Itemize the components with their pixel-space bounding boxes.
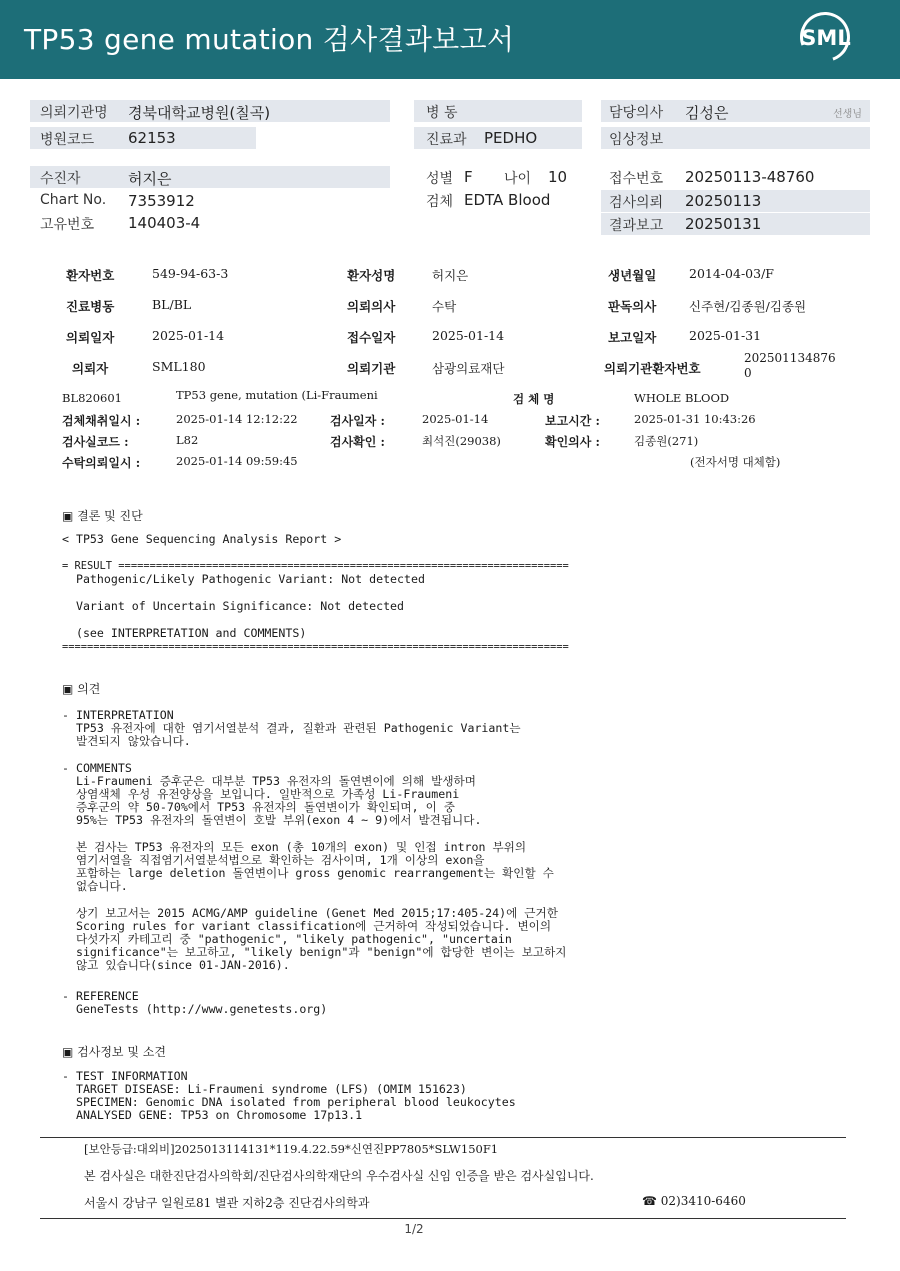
hospital-code-label: 병원코드 [40, 132, 95, 148]
comments-line: Li-Fraumeni 증후군은 대부분 TP53 유전자의 돌연변이에 의해 발생하며 [62, 774, 476, 788]
test-specimen-value: WHOLE BLOOD [634, 391, 730, 405]
opinion-section-title: ▣ 의견 [62, 682, 101, 696]
doctor-value: 김성은 [685, 104, 729, 122]
test-name: TP53 gene, mutation (Li-Fraumeni [176, 388, 378, 402]
test-info-section-title: ▣ 검사정보 및 소견 [62, 1045, 166, 1059]
doctor-label: 담당의사 [609, 105, 664, 121]
dept-field [414, 127, 582, 149]
comments-line: 95%는 TP53 유전자의 돌연변이 호발 부위(exon 4 ~ 9)에서 발견됩니다. [62, 813, 482, 827]
ward-field [414, 100, 582, 122]
patient-label: 수진자 [40, 171, 81, 187]
order-label: 수탁의뢰일시 : [62, 456, 141, 470]
test-info-line: TARGET DISEASE: Li-Fraumeni syndrome (LFS) (OMIM 151623) [62, 1082, 467, 1096]
ward-detail-label: 진료병동 [66, 299, 115, 314]
chart-no-label: Chart No. [40, 192, 107, 208]
comments-heading: - COMMENTS [62, 761, 132, 775]
sml-logo [796, 12, 856, 68]
comments-line: 상염색체 우성 유전양상을 보입니다. 일반적으로 가족성 Li-Fraumeni [62, 787, 460, 801]
requester-value: SML180 [152, 359, 206, 374]
sex-label: 성별 [426, 171, 454, 187]
report-date-value: 20250131 [685, 215, 762, 233]
interpretation-heading: - INTERPRETATION [62, 708, 174, 722]
comments-line: 포함하는 large deletion 돌연변이나 gross genomic rearrangement는 확인할 수 [62, 866, 554, 880]
hospital-code-value: 62153 [128, 129, 176, 147]
room-value: L82 [176, 433, 199, 447]
comments-line: 않고 있습니다(since 01-JAN-2016). [62, 958, 290, 972]
order-value: 2025-01-14 09:59:45 [176, 454, 298, 468]
doctor-field [601, 100, 870, 122]
esign-note: (전자서명 대체함) [690, 455, 781, 469]
comments-line: 상기 보고서는 2015 ACMG/AMP guideline (Genet Med 2015;17:405-24)에 근거한 [62, 906, 558, 920]
specimen-value: EDTA Blood [464, 191, 551, 209]
comments-line: significance"는 보고하고, "likely benign"과 "benign"에 합당한 변이는 보고하지 [62, 945, 567, 959]
unique-no-field [30, 212, 390, 234]
test-specimen-label: 검 체 명 [513, 392, 555, 406]
recdate-label: 접수일자 [347, 330, 396, 345]
comments-line: 염기서열을 직접염기서열분석법으로 확인하는 검사이며, 1개 이상의 exon을 [62, 853, 485, 867]
reptime-value: 2025-01-31 10:43:26 [634, 412, 756, 426]
room-label: 검사실코드 : [62, 435, 129, 449]
pid-label: 환자번호 [66, 268, 115, 283]
receipt-value: 20250113-48760 [685, 168, 815, 186]
institution-field [30, 100, 390, 122]
conclusion-section-title: ▣ 결론 및 진단 [62, 509, 143, 523]
ward-detail-value: BL/BL [152, 297, 192, 312]
comments-line: 증후군의 약 50-70%에서 TP53 유전자의 돌연변이가 확인되며, 이 중 [62, 800, 455, 814]
specimen-label: 검체 [426, 194, 454, 210]
repdate-label: 보고일자 [608, 330, 657, 345]
sex-value: F [464, 168, 473, 186]
reqdate-label: 의뢰일자 [66, 330, 115, 345]
collect-value: 2025-01-14 12:12:22 [176, 412, 298, 426]
address-line: 서울시 강남구 일원로81 별관 지하2층 진단검사의학과 [84, 1196, 370, 1210]
repdate-value: 2025-01-31 [689, 328, 762, 343]
patient-value: 허지은 [128, 170, 172, 188]
clinical-info-field [601, 127, 870, 149]
inst-pid-value-1: 202501134876 [744, 351, 836, 365]
verify-value: 최석진(29038) [422, 434, 501, 448]
testdate-value: 2025-01-14 [422, 412, 489, 426]
result-separator-top: = RESULT ======================================================================== [62, 560, 569, 572]
receipt-label: 접수번호 [609, 171, 664, 187]
report-date-label: 결과보고 [609, 218, 664, 234]
report-date-field [601, 213, 870, 235]
test-info-heading: - TEST INFORMATION [62, 1069, 188, 1083]
recdate-value: 2025-01-14 [432, 328, 505, 343]
age-value: 10 [548, 168, 568, 186]
pid-value: 549-94-63-3 [152, 266, 229, 281]
reqinst-value: 삼광의료재단 [432, 361, 505, 376]
footer-divider-top [40, 1137, 846, 1138]
result-separator-bottom: ================================================================================= [62, 641, 569, 653]
test-info-line: SPECIMEN: Genomic DNA isolated from peripheral blood leukocytes [62, 1095, 516, 1109]
requester-label: 의뢰자 [72, 361, 109, 376]
doc-value: 수탁 [432, 299, 457, 314]
inst-pid-label: 의뢰기관환자번호 [604, 361, 701, 376]
interpretation-line: TP53 유전자에 대한 염기서열분석 결과, 질환과 관련된 Pathogenic Variant는 [62, 721, 521, 735]
result-pathogenic: Pathogenic/Likely Pathogenic Variant: Not detected [62, 572, 425, 586]
request-date-value: 20250113 [685, 192, 762, 210]
reptime-label: 보고시간 : [545, 414, 600, 428]
report-header [0, 0, 900, 79]
test-code: BL820601 [62, 391, 122, 405]
chart-no-field [30, 190, 390, 212]
comments-line: 다섯가지 카테고리 중 "pathogenic", "likely pathogenic", "uncertain [62, 932, 512, 946]
institution-value: 경북대학교병원(칠곡) [128, 104, 271, 122]
comments-line: Scoring rules for variant classification에 근거하여 작성되었습니다. 변이의 [62, 919, 552, 933]
reference-heading: - REFERENCE [62, 989, 139, 1003]
specimen-field [414, 189, 594, 211]
confirm-label: 확인의사 : [545, 435, 600, 449]
pname-label: 환자성명 [347, 268, 396, 283]
clinical-info-label: 임상정보 [609, 132, 664, 148]
comments-line: 본 검사는 TP53 유전자의 모든 exon (총 10개의 exon) 및 인접 intron 부위의 [62, 840, 527, 854]
pname-value: 허지은 [432, 268, 469, 283]
result-vus: Variant of Uncertain Significance: Not detected [62, 599, 405, 613]
age-label: 나이 [504, 171, 532, 187]
receipt-field [601, 166, 870, 188]
doctor-suffix: 선생님 [833, 109, 862, 120]
dept-value: PEDHO [484, 129, 538, 147]
comments-line: 없습니다. [62, 879, 128, 893]
institution-label: 의뢰기관명 [40, 105, 108, 121]
hospital-code-field [30, 127, 256, 149]
analysis-report-title: < TP53 Gene Sequencing Analysis Report > [62, 532, 342, 546]
patient-field [30, 166, 390, 188]
reqdate-value: 2025-01-14 [152, 328, 225, 343]
test-info-line: ANALYSED GENE: TP53 on Chromosome 17p13.1 [62, 1108, 363, 1122]
confirm-value: 김종원(271) [634, 434, 699, 448]
collect-label: 검체채취일시 : [62, 414, 141, 428]
testdate-label: 검사일자 : [330, 414, 385, 428]
dob-label: 생년월일 [608, 268, 657, 283]
inst-pid-value-2: 0 [744, 366, 752, 380]
security-line: [보안등급:대외비]2025013114131*119.4.22.59*신연진PP7805*SLW150F1 [84, 1142, 499, 1156]
verify-label: 검사확인 : [330, 435, 385, 449]
request-date-label: 검사의뢰 [609, 195, 664, 211]
reader-value: 신주현/김종원/김종원 [689, 299, 807, 314]
doc-label: 의뢰의사 [347, 299, 396, 314]
footer-divider-bottom [40, 1218, 846, 1219]
dept-label: 진료과 [426, 132, 467, 148]
chart-no-value: 7353912 [128, 192, 195, 210]
interpretation-line: 발견되지 않았습니다. [62, 734, 191, 748]
reference-link[interactable]: GeneTests (http://www.genetests.org) [62, 1002, 328, 1016]
page-number: 1/2 [404, 1222, 424, 1236]
report-title: TP53 gene mutation 검사결과보고서 [24, 23, 515, 56]
certification-line: 본 검사실은 대한진단검사의학회/진단검사의학재단의 우수검사실 신임 인증을 받은 검사실입니다. [84, 1169, 594, 1183]
request-date-field [601, 190, 870, 212]
ward-label: 병 동 [426, 105, 458, 121]
sex-age-field [414, 166, 594, 188]
logo-text: SML [801, 26, 851, 50]
reader-label: 판독의사 [608, 299, 657, 314]
unique-no-value: 140403-4 [128, 214, 201, 232]
dob-value: 2014-04-03/F [689, 266, 774, 281]
unique-no-label: 고유번호 [40, 217, 95, 233]
reqinst-label: 의뢰기관 [347, 361, 396, 376]
result-see-note: (see INTERPRETATION and COMMENTS) [62, 626, 307, 640]
phone-number: ☎ 02)3410-6460 [642, 1194, 746, 1208]
